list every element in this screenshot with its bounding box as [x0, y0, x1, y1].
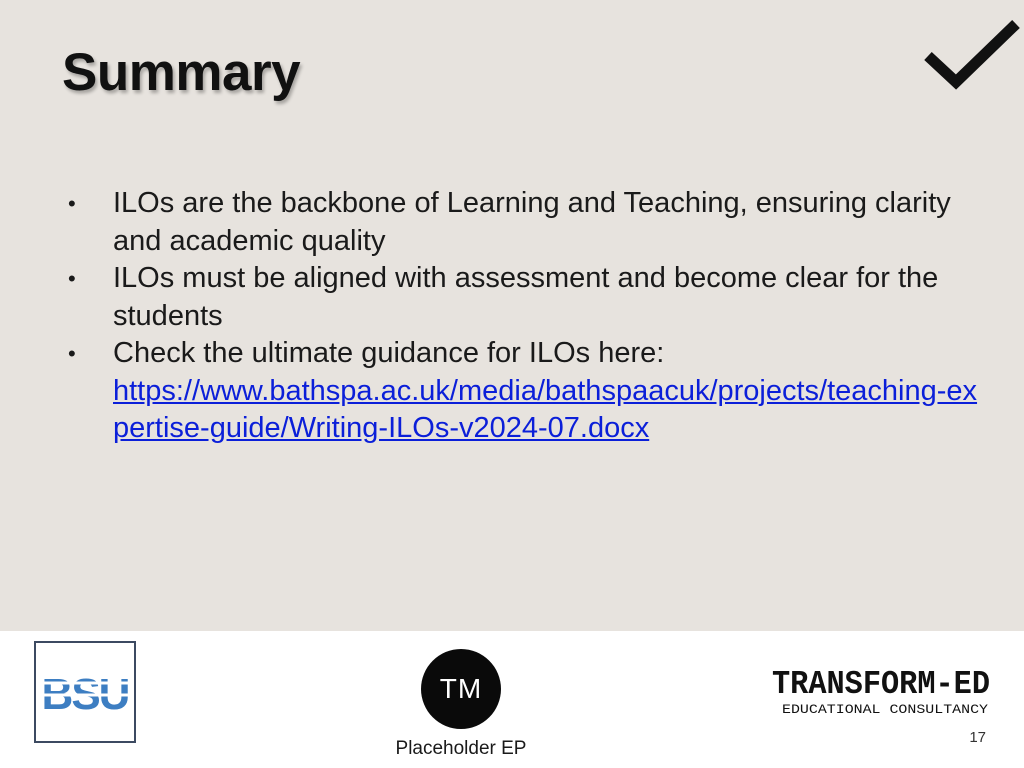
tm-caption: Placeholder EP	[395, 738, 527, 759]
slide-title: Summary	[62, 43, 301, 102]
bsu-logo-graphic	[36, 643, 134, 741]
bsu-logo	[34, 641, 136, 743]
bullet-text: ILOs must be aligned with assessment and become clear for the students	[113, 262, 939, 332]
bullet-list	[60, 185, 990, 448]
bullet-item	[60, 260, 990, 335]
checkmark-icon	[920, 14, 1024, 94]
transform-ed-text: TRANSFORM-ED	[772, 666, 990, 703]
bullet-marker: •	[68, 341, 76, 366]
bullet-text: ILOs are the backbone of Learning and Teaching, ensuring clarity and academic quality	[113, 187, 951, 257]
bsu-logo-text: BSU	[41, 670, 129, 719]
bullet-marker: •	[68, 191, 76, 216]
page-number: 17	[969, 729, 986, 746]
footer	[0, 631, 1024, 768]
bullet-marker: •	[68, 266, 76, 291]
bullet-text: Check the ultimate guidance for ILOs here:	[113, 337, 665, 369]
transform-ed-logo	[770, 661, 992, 721]
consultancy-text: EDUCATIONAL CONSULTANCY	[782, 702, 989, 717]
tm-logo: TM	[421, 649, 501, 729]
guidance-link[interactable]: https://www.bathspa.ac.uk/media/bathspaacuk/projects/teaching-expertise-guide/Writing-ILOs-v2024-07.docx	[113, 374, 978, 444]
bullet-item	[60, 335, 990, 448]
bullet-item	[60, 185, 990, 260]
